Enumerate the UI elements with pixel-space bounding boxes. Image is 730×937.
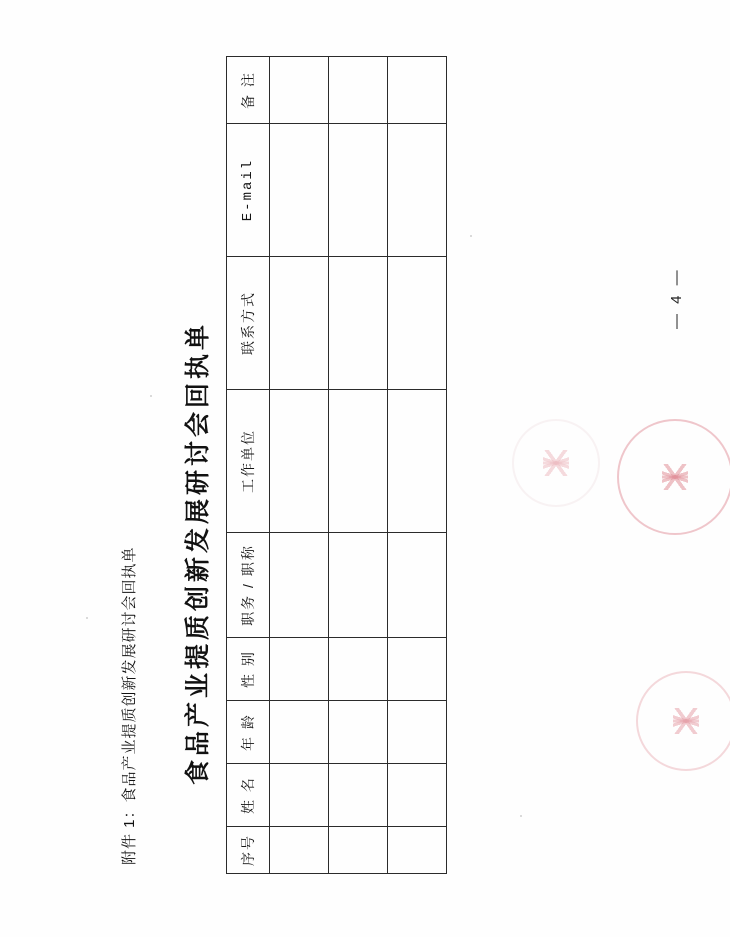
cell-position[interactable]: [270, 533, 329, 638]
official-seal-secondary: [636, 671, 730, 771]
cell-name[interactable]: [270, 764, 329, 827]
table-row: [329, 57, 388, 874]
cell-gender[interactable]: [270, 638, 329, 701]
registration-table: [226, 56, 447, 874]
cell-age[interactable]: [388, 701, 447, 764]
column-header-position: 职务 / 职称: [227, 533, 270, 638]
attachment-label: 附件 1：食品产业提质创新发展研讨会回执单: [121, 546, 138, 865]
cell-position[interactable]: [329, 533, 388, 638]
cell-remark[interactable]: [388, 57, 447, 124]
page-number: — 4 —: [668, 267, 685, 329]
column-header-organization: 工作单位: [227, 390, 270, 533]
cell-contact[interactable]: [270, 257, 329, 390]
cell-email[interactable]: [270, 124, 329, 257]
cell-contact[interactable]: [388, 257, 447, 390]
cell-index[interactable]: [270, 827, 329, 874]
cell-index[interactable]: [388, 827, 447, 874]
scan-speck: [520, 815, 522, 817]
cell-organization[interactable]: [388, 390, 447, 533]
official-seal-faint: [512, 419, 600, 507]
official-seal-primary: [617, 419, 730, 535]
column-header-email: E-mail: [227, 124, 270, 257]
column-header-name: 姓 名: [227, 764, 270, 827]
cell-position[interactable]: [388, 533, 447, 638]
cell-remark[interactable]: [329, 57, 388, 124]
column-header-age: 年 龄: [227, 701, 270, 764]
scan-speck: [470, 235, 472, 237]
cell-age[interactable]: [270, 701, 329, 764]
cell-age[interactable]: [329, 701, 388, 764]
cell-name[interactable]: [388, 764, 447, 827]
cell-email[interactable]: [329, 124, 388, 257]
cell-remark[interactable]: [270, 57, 329, 124]
cell-organization[interactable]: [270, 390, 329, 533]
page-title: 食品产业提质创新发展研讨会回执单: [185, 320, 212, 785]
cell-index[interactable]: [329, 827, 388, 874]
table-row: [388, 57, 447, 874]
cell-gender[interactable]: [329, 638, 388, 701]
column-header-contact: 联系方式: [227, 257, 270, 390]
cell-email[interactable]: [388, 124, 447, 257]
cell-gender[interactable]: [388, 638, 447, 701]
scan-speck: [86, 617, 88, 619]
column-header-index: 序号: [227, 827, 270, 874]
cell-organization[interactable]: [329, 390, 388, 533]
table-header-row: [227, 57, 270, 874]
column-header-gender: 性 别: [227, 638, 270, 701]
scan-speck: [150, 395, 152, 397]
cell-contact[interactable]: [329, 257, 388, 390]
table-row: [270, 57, 329, 874]
cell-name[interactable]: [329, 764, 388, 827]
column-header-remark: 备 注: [227, 57, 270, 124]
